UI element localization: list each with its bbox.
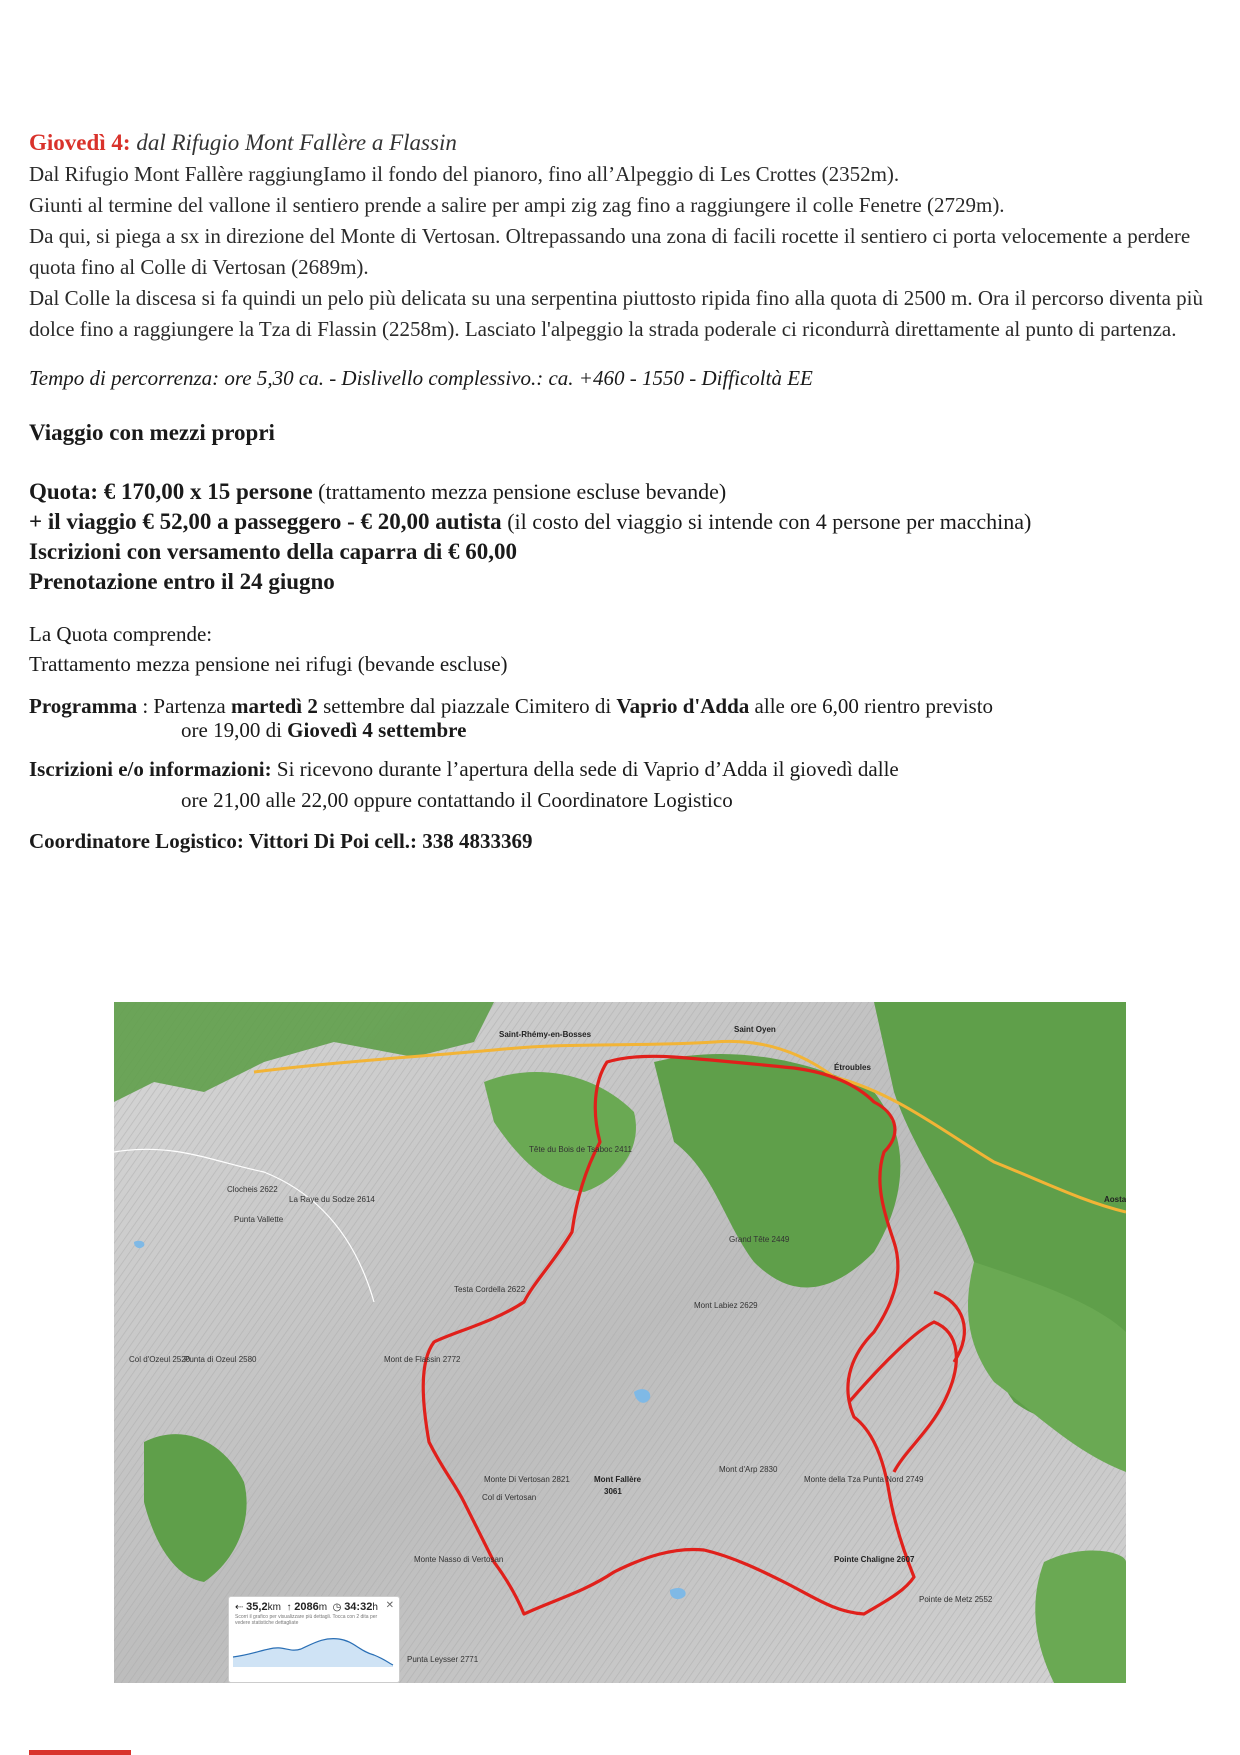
departure-day: martedì 2 <box>230 694 318 718</box>
map-label: Clocheis 2622 <box>227 1185 278 1194</box>
footer-accent-bar <box>29 1750 131 1755</box>
day-heading <box>29 128 1211 158</box>
travel-mode: Viaggio con mezzi propri <box>29 420 275 445</box>
program-block: Programma : Partenza martedì 2 settembre dal piazzale Cimitero di Vaprio d'Adda alle ore 6,00 rientro previsto ore 19,00 di Giovedì 4 settembre <box>29 694 994 742</box>
quota-note: (trattamento mezza pensione escluse bevande) <box>312 479 727 504</box>
description-paragraph: Dal Colle la discesa si fa quindi un pelo più delicata su una serpentina piuttosto ripida fino alla quota di 2500 m. Ora il percorso diventa più dolce fino a raggiungere la Tza di Flassin (2258m). Lasciato l'alpeggio la strada poderale ci ricondurrà direttamente al punto di partenza. <box>29 286 1203 341</box>
return-day: Giovedì 4 settembre <box>287 718 467 742</box>
distance-icon: ⇠ <box>235 1602 244 1613</box>
route-map[interactable] <box>114 1002 1126 1683</box>
map-label: Monte della Tza Punta Nord 2749 <box>804 1475 924 1484</box>
map-canvas <box>114 1002 1126 1683</box>
map-label: Col d'Ozeul 2520 <box>129 1355 191 1364</box>
close-icon[interactable]: ✕ <box>385 1600 394 1611</box>
included-block <box>29 619 1211 679</box>
route-title: dal Rifugio Mont Fallère a Flassin <box>136 130 457 155</box>
registration-hours: ore 21,00 alle 22,00 oppure contattando il Coordinatore Logistico <box>181 788 733 812</box>
map-label: Saint-Rhémy-en-Bosses <box>499 1030 592 1039</box>
map-label: Mont de Flassin 2772 <box>384 1355 461 1364</box>
elevation-chart[interactable] <box>229 1627 397 1671</box>
price-block <box>29 477 1211 597</box>
description-paragraph: Dal Rifugio Mont Fallère raggiungIamo il fondo del pianoro, fino all’Alpeggio di Les Crottes (2352m). <box>29 162 900 186</box>
registration-block <box>29 754 1211 816</box>
map-label: Testa Cordella 2622 <box>454 1285 526 1294</box>
program-label: Programma <box>29 694 138 718</box>
departure-place: Vaprio d'Adda <box>616 694 750 718</box>
coordinator-contact: Coordinatore Logistico: Vittori Di Poi cell.: 338 4833369 <box>29 829 533 853</box>
timing-summary: Tempo di percorrenza: ore 5,30 ca. - Dislivello complessivo.: ca. +460 - 1550 - Difficoltà EE <box>29 366 813 390</box>
travel-price: + il viaggio € 52,00 a passeggero - € 20,00 autista <box>29 509 502 534</box>
day-label: Giovedì 4: <box>29 130 131 155</box>
booking-deadline: Prenotazione entro il 24 giugno <box>29 569 335 594</box>
ascent-value: 2086 <box>294 1601 319 1613</box>
map-label: Col di Vertosan <box>482 1493 537 1502</box>
included-label: La Quota comprende: <box>29 622 213 646</box>
forest-area <box>1035 1550 1126 1683</box>
included-text: Trattamento mezza pensione nei rifugi (bevande escluse) <box>29 652 508 676</box>
document-body <box>29 128 1211 856</box>
map-label: Monte Nasso di Vertosan <box>414 1555 504 1564</box>
route-stats: ⇠ 35,2km ↑ 2086m ◷ 34:32h <box>235 1601 378 1613</box>
elevation-profile-card[interactable] <box>228 1596 400 1683</box>
map-label: Punta Leysser 2771 <box>407 1655 479 1664</box>
deposit-info: Iscrizioni con versamento della caparra di € 60,00 <box>29 539 518 564</box>
map-label: Aosta <box>1104 1195 1126 1204</box>
clock-icon: ◷ <box>332 1602 342 1613</box>
distance-value: 35,2 <box>246 1601 268 1613</box>
map-label: Punta Vallette <box>234 1215 284 1224</box>
map-label: 3061 <box>604 1487 622 1496</box>
map-label: Tête du Bois de Tsaboc 2411 <box>529 1145 632 1154</box>
map-label: Pointe Chaligne 2607 <box>834 1555 915 1564</box>
description-paragraph: Da qui, si piega a sx in direzione del Monte di Vertosan. Oltrepassando una zona di facili rocette il sentiero ci porta velocemente a perdere quota fino al Colle di Vertosan (2689m). <box>29 224 1191 279</box>
profile-hint: Scorri il grafico per visualizzare più dettagli. Tocca con 2 dita per vedere statistiche dettagliate <box>235 1614 378 1626</box>
map-label: La Raye du Sodze 2614 <box>289 1195 375 1204</box>
map-label: Mont d'Arp 2830 <box>719 1465 778 1474</box>
ascent-icon: ↑ <box>286 1602 292 1613</box>
registration-text: Si ricevono durante l’apertura della sede di Vaprio d’Adda il giovedì dalle <box>271 757 899 781</box>
map-label: Mont Fallère <box>594 1475 642 1484</box>
time-value: 34:32 <box>344 1601 373 1613</box>
map-label: Saint Oyen <box>734 1025 776 1034</box>
map-label: Pointe de Metz 2552 <box>919 1595 993 1604</box>
map-label: Mont Labiez 2629 <box>694 1301 758 1310</box>
map-label: Grand Tête 2449 <box>729 1235 790 1244</box>
quota-price: Quota: € 170,00 x 15 persone <box>29 479 313 504</box>
map-label: Étroubles <box>834 1063 871 1072</box>
travel-note: (il costo del viaggio si intende con 4 persone per macchina) <box>501 509 1032 534</box>
route-description <box>29 159 1211 345</box>
map-label: Punta di Ozeul 2580 <box>184 1355 257 1364</box>
registration-label: Iscrizioni e/o informazioni: <box>29 757 272 781</box>
map-label: Monte Di Vertosan 2821 <box>484 1475 570 1484</box>
description-paragraph: Giunti al termine del vallone il sentiero prende a salire per ampi zig zag fino a raggiungere il colle Fenetre (2729m). <box>29 193 1005 217</box>
